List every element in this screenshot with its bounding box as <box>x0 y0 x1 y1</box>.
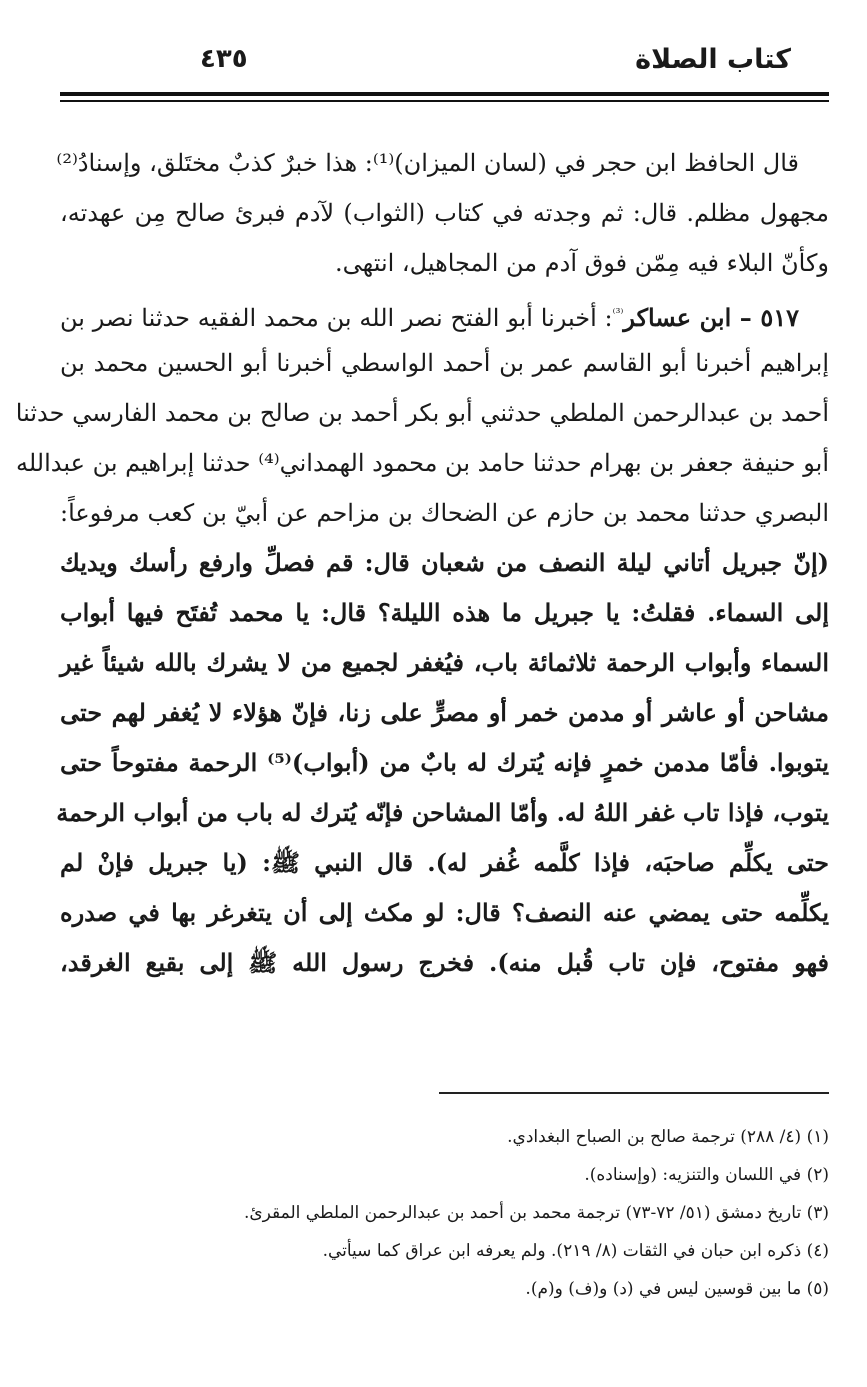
page-number: ٤٣٥ <box>200 44 248 74</box>
text-line: وكأنّ البلاء فيه مِمّن فوق آدم من المجاهيل، انتهى. <box>335 249 829 277</box>
footnote-ref: ⁽³⁾ <box>612 306 624 320</box>
hadith-first-line <box>60 288 829 338</box>
header-rule-thin <box>60 100 829 102</box>
header-rule-thick <box>60 92 829 96</box>
footnote-2: (٢) في اللسان والتنزيه: (وإسناده). <box>584 1165 829 1185</box>
footnote-3: (٣) تاريخ دمشق (٥١/ ٧٢-٧٣) ترجمة محمد بن أحمد بن عبدالرحمن الملطي المقرئ. <box>243 1203 829 1223</box>
footnote-separator <box>439 1092 829 1094</box>
text-line: : أخبرنا أبو الفتح نصر الله بن محمد الفقيه حدثنا نصر بن <box>60 304 613 332</box>
main-text <box>15 138 829 988</box>
text-line: أبو حنيفة جعفر بن بهرام حدثنا حامد بن محمود الهمداني⁽⁴⁾ حدثنا إبراهيم بن عبدالله <box>15 449 829 477</box>
hadith-text-line: يتوب، فإذا تاب غفر اللهُ له. وأمّا المشاحن فإنّه يُترك له باب من أبواب الرحمة <box>56 798 829 827</box>
text-line: البصري حدثنا محمد بن حازم عن الضحاك بن مزاحم عن أبيّ بن كعب مرفوعاً: <box>60 499 829 527</box>
hadith-number: ٥١٧ – ابن عساكر <box>623 303 799 332</box>
text-line: مجهول مظلم. قال: ثم وجدته في كتاب (الثواب) لآدم فبرئ صالح مِن عهدته، <box>60 199 829 227</box>
page-header <box>60 0 829 92</box>
hadith-text-line: (إنّ جبريل أتاني ليلة النصف من شعبان قال: قم فصلِّ وارفع رأسك ويديك <box>60 548 829 577</box>
hadith-text-line: مشاحن أو عاشر أو مدمن خمر أو مصرٍّ على زنا، فإنّ هؤلاء لا يُغفر لهم حتى <box>60 698 829 727</box>
footnote-1: (١) (٤/ ٢٨٨) ترجمة صالح بن الصباح البغدادي. <box>507 1127 829 1147</box>
book-title: كتاب الصلاة <box>635 44 791 75</box>
hadith-text-line: إلى السماء. فقلتُ: يا جبريل ما هذه الليلة؟ قال: يا محمد تُفتَح فيها أبواب <box>60 598 829 627</box>
footnotes <box>60 1118 829 1308</box>
hadith-text-line: السماء وأبواب الرحمة ثلاثمائة باب، فيُغفر لجميع من لا يشرك بالله شيئاً غير <box>60 648 829 677</box>
footnote-5: (٥) ما بين قوسين ليس في (د) و(ف) و(م). <box>525 1279 829 1299</box>
text-line: قال الحافظ ابن حجر في (لسان الميزان)⁽¹⁾: هذا خبرٌ كذبٌ مختَلق، وإسنادُ⁽²⁾ <box>56 149 799 177</box>
text-line: إبراهيم أخبرنا أبو القاسم عمر بن أحمد الواسطي أخبرنا أبو الحسين محمد بن <box>60 349 829 377</box>
hadith-text-line: فهو مفتوح، فإن تاب قُبل منه). فخرج رسول الله ﷺ إلى بقيع الغرقد، <box>60 948 829 977</box>
hadith-text-line: يكلِّمه حتى يمضي عنه النصف؟ قال: لو مكث إلى أن يتغرغر بها في صدره <box>60 898 829 927</box>
text-line: أحمد بن عبدالرحمن الملطي حدثني أبو بكر أحمد بن صالح بن محمد الفارسي حدثنا <box>15 399 829 427</box>
footnote-4: (٤) ذكره ابن حبان في الثقات (٨/ ٢١٩). ولم يعرفه ابن عراق كما سيأتي. <box>322 1241 829 1261</box>
hadith-text-line: حتى يكلِّم صاحبَه، فإذا كلَّمه غُفر له). قال النبي ﷺ: (يا جبريل فإنْ لم <box>60 848 829 877</box>
hadith-text-line: يتوبوا. فأمّا مدمن خمرٍ فإنه يُترك له بابٌ من (أبواب)⁽⁵⁾ الرحمة مفتوحاً حتى <box>60 748 829 777</box>
